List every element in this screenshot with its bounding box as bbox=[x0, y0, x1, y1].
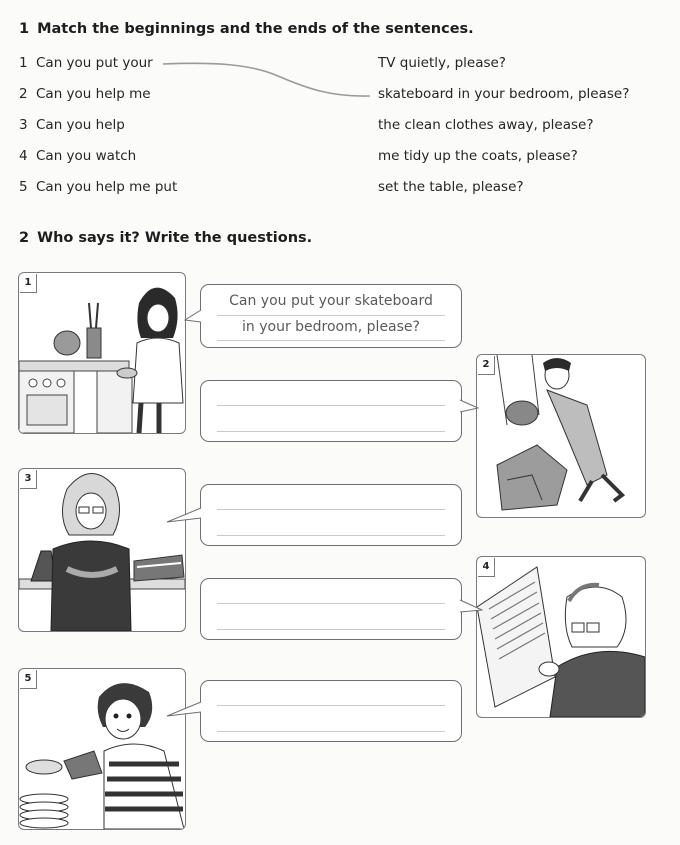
speech-bubble-3 bbox=[200, 484, 462, 546]
example-match-line bbox=[0, 0, 680, 120]
example-answer-line-2: in your bedroom, please? bbox=[242, 319, 420, 335]
woman-ironing-illustration bbox=[19, 469, 185, 631]
sentence-beginning-3: 3 Can you help bbox=[19, 117, 125, 133]
exercise-1-title: Match the beginnings and the ends of the sentences. bbox=[37, 21, 474, 37]
exercise-1-number: 1 bbox=[19, 21, 30, 37]
exercise-2-title: Who says it? Write the questions. bbox=[37, 230, 313, 246]
sentence-ending-4: me tidy up the coats, please? bbox=[378, 148, 578, 164]
bubble-5-tail bbox=[166, 700, 202, 720]
sentence-ending-5: set the table, please? bbox=[378, 179, 524, 195]
picture-number-4: 4 bbox=[478, 558, 495, 577]
picture-5-table bbox=[18, 668, 186, 830]
speech-bubble-1 bbox=[200, 284, 462, 348]
sentence-beginning-1: 1 Can you put your bbox=[19, 55, 153, 71]
picture-2-coats bbox=[476, 354, 646, 518]
picture-4-newspaper bbox=[476, 556, 646, 718]
sentence-beginning-5: 5 Can you help me put bbox=[19, 179, 178, 195]
sentence-ending-1: TV quietly, please? bbox=[378, 55, 506, 71]
sentence-ending-2: skateboard in your bedroom, please? bbox=[378, 86, 630, 102]
picture-1-kitchen bbox=[18, 272, 186, 434]
speech-bubble-4 bbox=[200, 578, 462, 640]
sentence-beginning-4: 4 Can you watch bbox=[19, 148, 137, 164]
exercise-2-number: 2 bbox=[19, 230, 30, 246]
speech-bubble-5 bbox=[200, 680, 462, 742]
picture-number-5: 5 bbox=[20, 670, 37, 689]
picture-number-1: 1 bbox=[20, 274, 37, 293]
bubble-4-tail bbox=[459, 598, 483, 618]
boy-table-illustration bbox=[19, 669, 185, 829]
exercise-2-heading bbox=[19, 230, 312, 246]
speech-bubble-2 bbox=[200, 380, 462, 442]
example-answer-line-1: Can you put your skateboard bbox=[229, 293, 433, 309]
man-coats-illustration bbox=[477, 355, 645, 517]
picture-number-3: 3 bbox=[20, 470, 37, 489]
bubble-3-tail bbox=[166, 506, 202, 526]
man-newspaper-illustration bbox=[477, 557, 645, 717]
bubble-1-tail bbox=[184, 308, 202, 326]
sentence-beginning-2: 2 Can you help me bbox=[19, 86, 151, 102]
picture-number-2: 2 bbox=[478, 356, 495, 375]
picture-3-ironing bbox=[18, 468, 186, 632]
woman-kitchen-illustration bbox=[19, 273, 185, 433]
sentence-ending-3: the clean clothes away, please? bbox=[378, 117, 594, 133]
bubble-2-tail bbox=[459, 398, 479, 416]
